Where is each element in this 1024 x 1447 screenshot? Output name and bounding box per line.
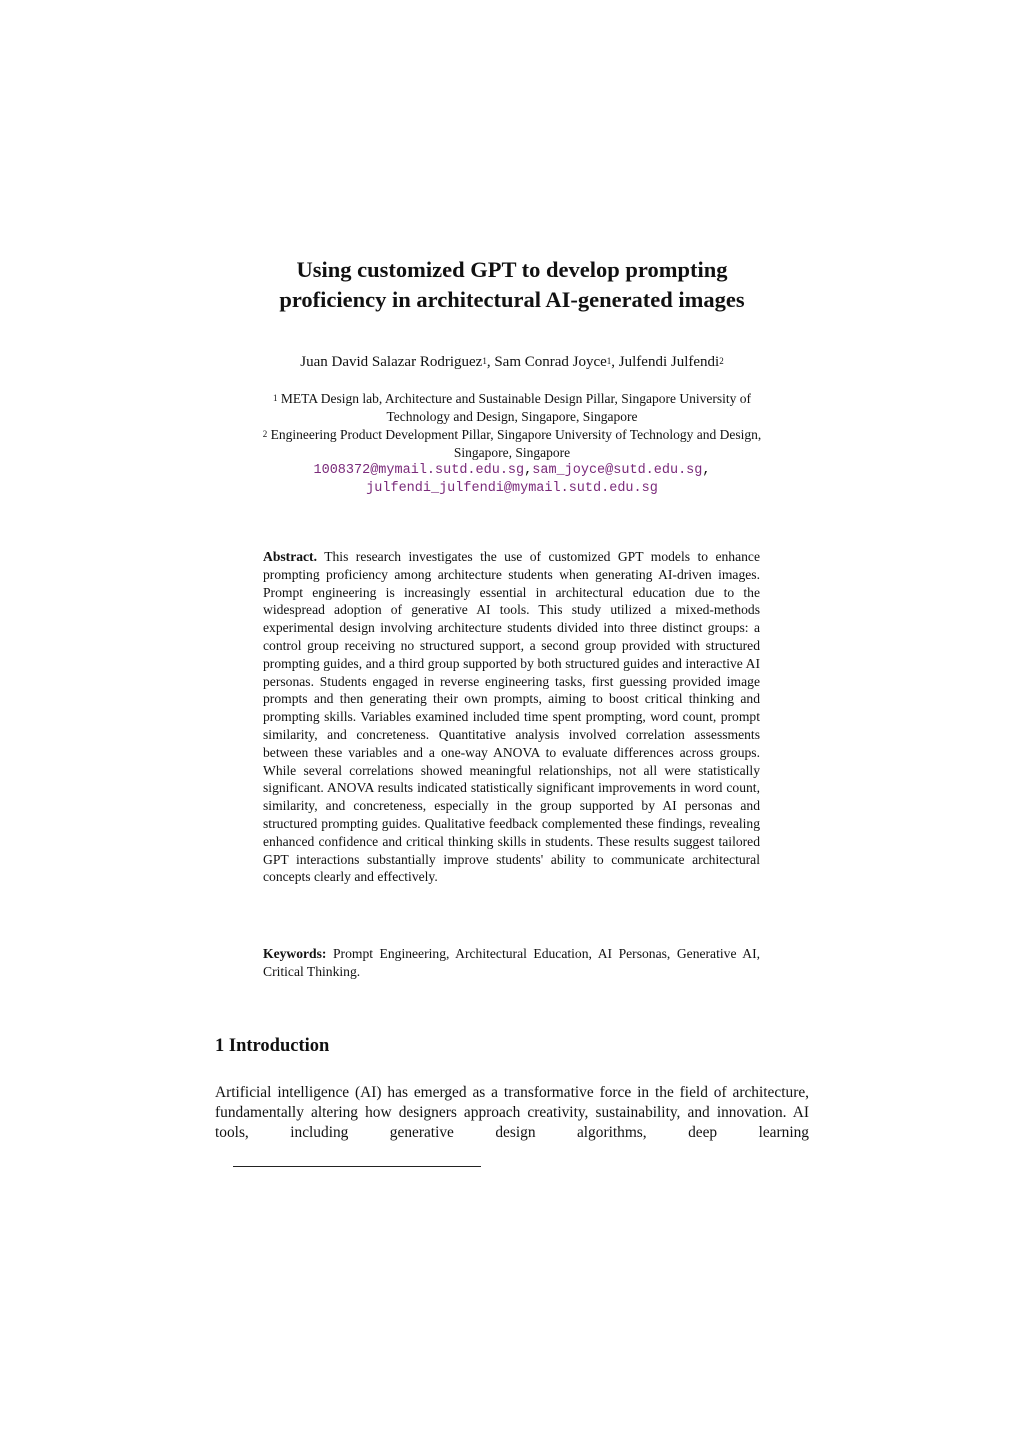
affiliation-line: Engineering Product Development Pillar, Singapore University of Technology and Design, [270, 427, 762, 442]
affiliation-mark: 1 [273, 393, 278, 403]
affiliation-2 [215, 426, 809, 462]
affiliation-line: Singapore, Singapore [453, 445, 571, 460]
email-link[interactable]: julfendi_julfendi@mymail.sutd.edu.sg [366, 481, 658, 496]
email-list: 1008372@mymail.sutd.edu.sg,sam_joyce@sutd.edu.sg, julfendi_julfendi@mymail.sutd.edu.sg [215, 462, 809, 498]
paper-title [200, 255, 824, 315]
paper-title-line-2: proficiency in architectural AI-generated images [279, 287, 745, 312]
affiliation-mark: 2 [262, 429, 268, 439]
author-affiliation-mark: 1 [482, 356, 487, 366]
abstract [263, 548, 760, 886]
introduction-paragraph: Artificial intelligence (AI) has emerged as a transformative force in the field of architecture, fundamentally altering how designers approach creativity, sustainability, and innovation. AI tools, including generative design algorithms, deep learning [215, 1084, 809, 1141]
author-affiliation-mark: 2 [719, 356, 724, 366]
affiliation-line: META Design lab, Architecture and Sustainable Design Pillar, Singapore University of [280, 391, 751, 406]
author-name: Juan David Salazar Rodriguez [300, 354, 483, 370]
keywords-label: Keywords: [263, 946, 327, 961]
paper-title-line-1: Using customized GPT to develop prompting [296, 257, 728, 282]
author-name: Sam Conrad Joyce [494, 354, 607, 370]
affiliation-line: Technology and Design, Singapore, Singapore [386, 409, 638, 424]
section-heading-introduction: 1 Introduction [215, 1036, 330, 1056]
affiliation-1 [215, 390, 809, 426]
author-affiliation-mark: 1 [606, 356, 612, 366]
abstract-label: Abstract. [263, 549, 317, 564]
email-link[interactable]: 1008372@mymail.sutd.edu.sg [313, 463, 525, 478]
keywords [263, 945, 760, 981]
abstract-text: This research investigates the use of customized GPT models to enhance prompting proficiency among architecture students when generating AI-driven images. Prompt engineering is increasingly essential in architectural education due to the widespread adoption of generative AI tools. This study utilized a mixed-methods experimental design involving architecture students divided into three distinct groups: a control group receiving no structured support, a second group provided with structured prompting guides, and a third group supported by both structured guides and interactive AI personas. Students engaged in reverse engineering tasks, first guessing provided image prompts and then generating their own prompts, aiming to boost critical thinking and prompting skills. Variables examined included time spent prompting, word count, prompt similarity, and concreteness. Quantitative analysis involved correlation assessments between these variables and a one-way ANOVA to evaluate differences across groups. While several correlations showed meaningful relationships, not all were statistically significant. ANOVA results indicated statistically significant improvements in word count, similarity, and concreteness, especially in the group supported by AI personas and structured prompting guides. Qualitative feedback complemented these findings, revealing enhanced confidence and critical thinking skills in students. These results suggest tailored GPT interactions substantially improve students' ability to communicate architectural concepts clearly and effectively. [263, 549, 760, 885]
footnote-rule [233, 1166, 481, 1167]
author-name: Julfendi Julfendi [618, 354, 720, 370]
email-link[interactable]: sam_joyce@sutd.edu.sg [532, 463, 703, 478]
author-list: Juan David Salazar Rodriguez$^1$, Sam Conrad Joyce$^1$, Julfendi Julfendi$^2$ [300, 354, 724, 370]
keywords-text: Prompt Engineering, Architectural Education, AI Personas, Generative AI, Critical Thinking. [263, 946, 760, 979]
